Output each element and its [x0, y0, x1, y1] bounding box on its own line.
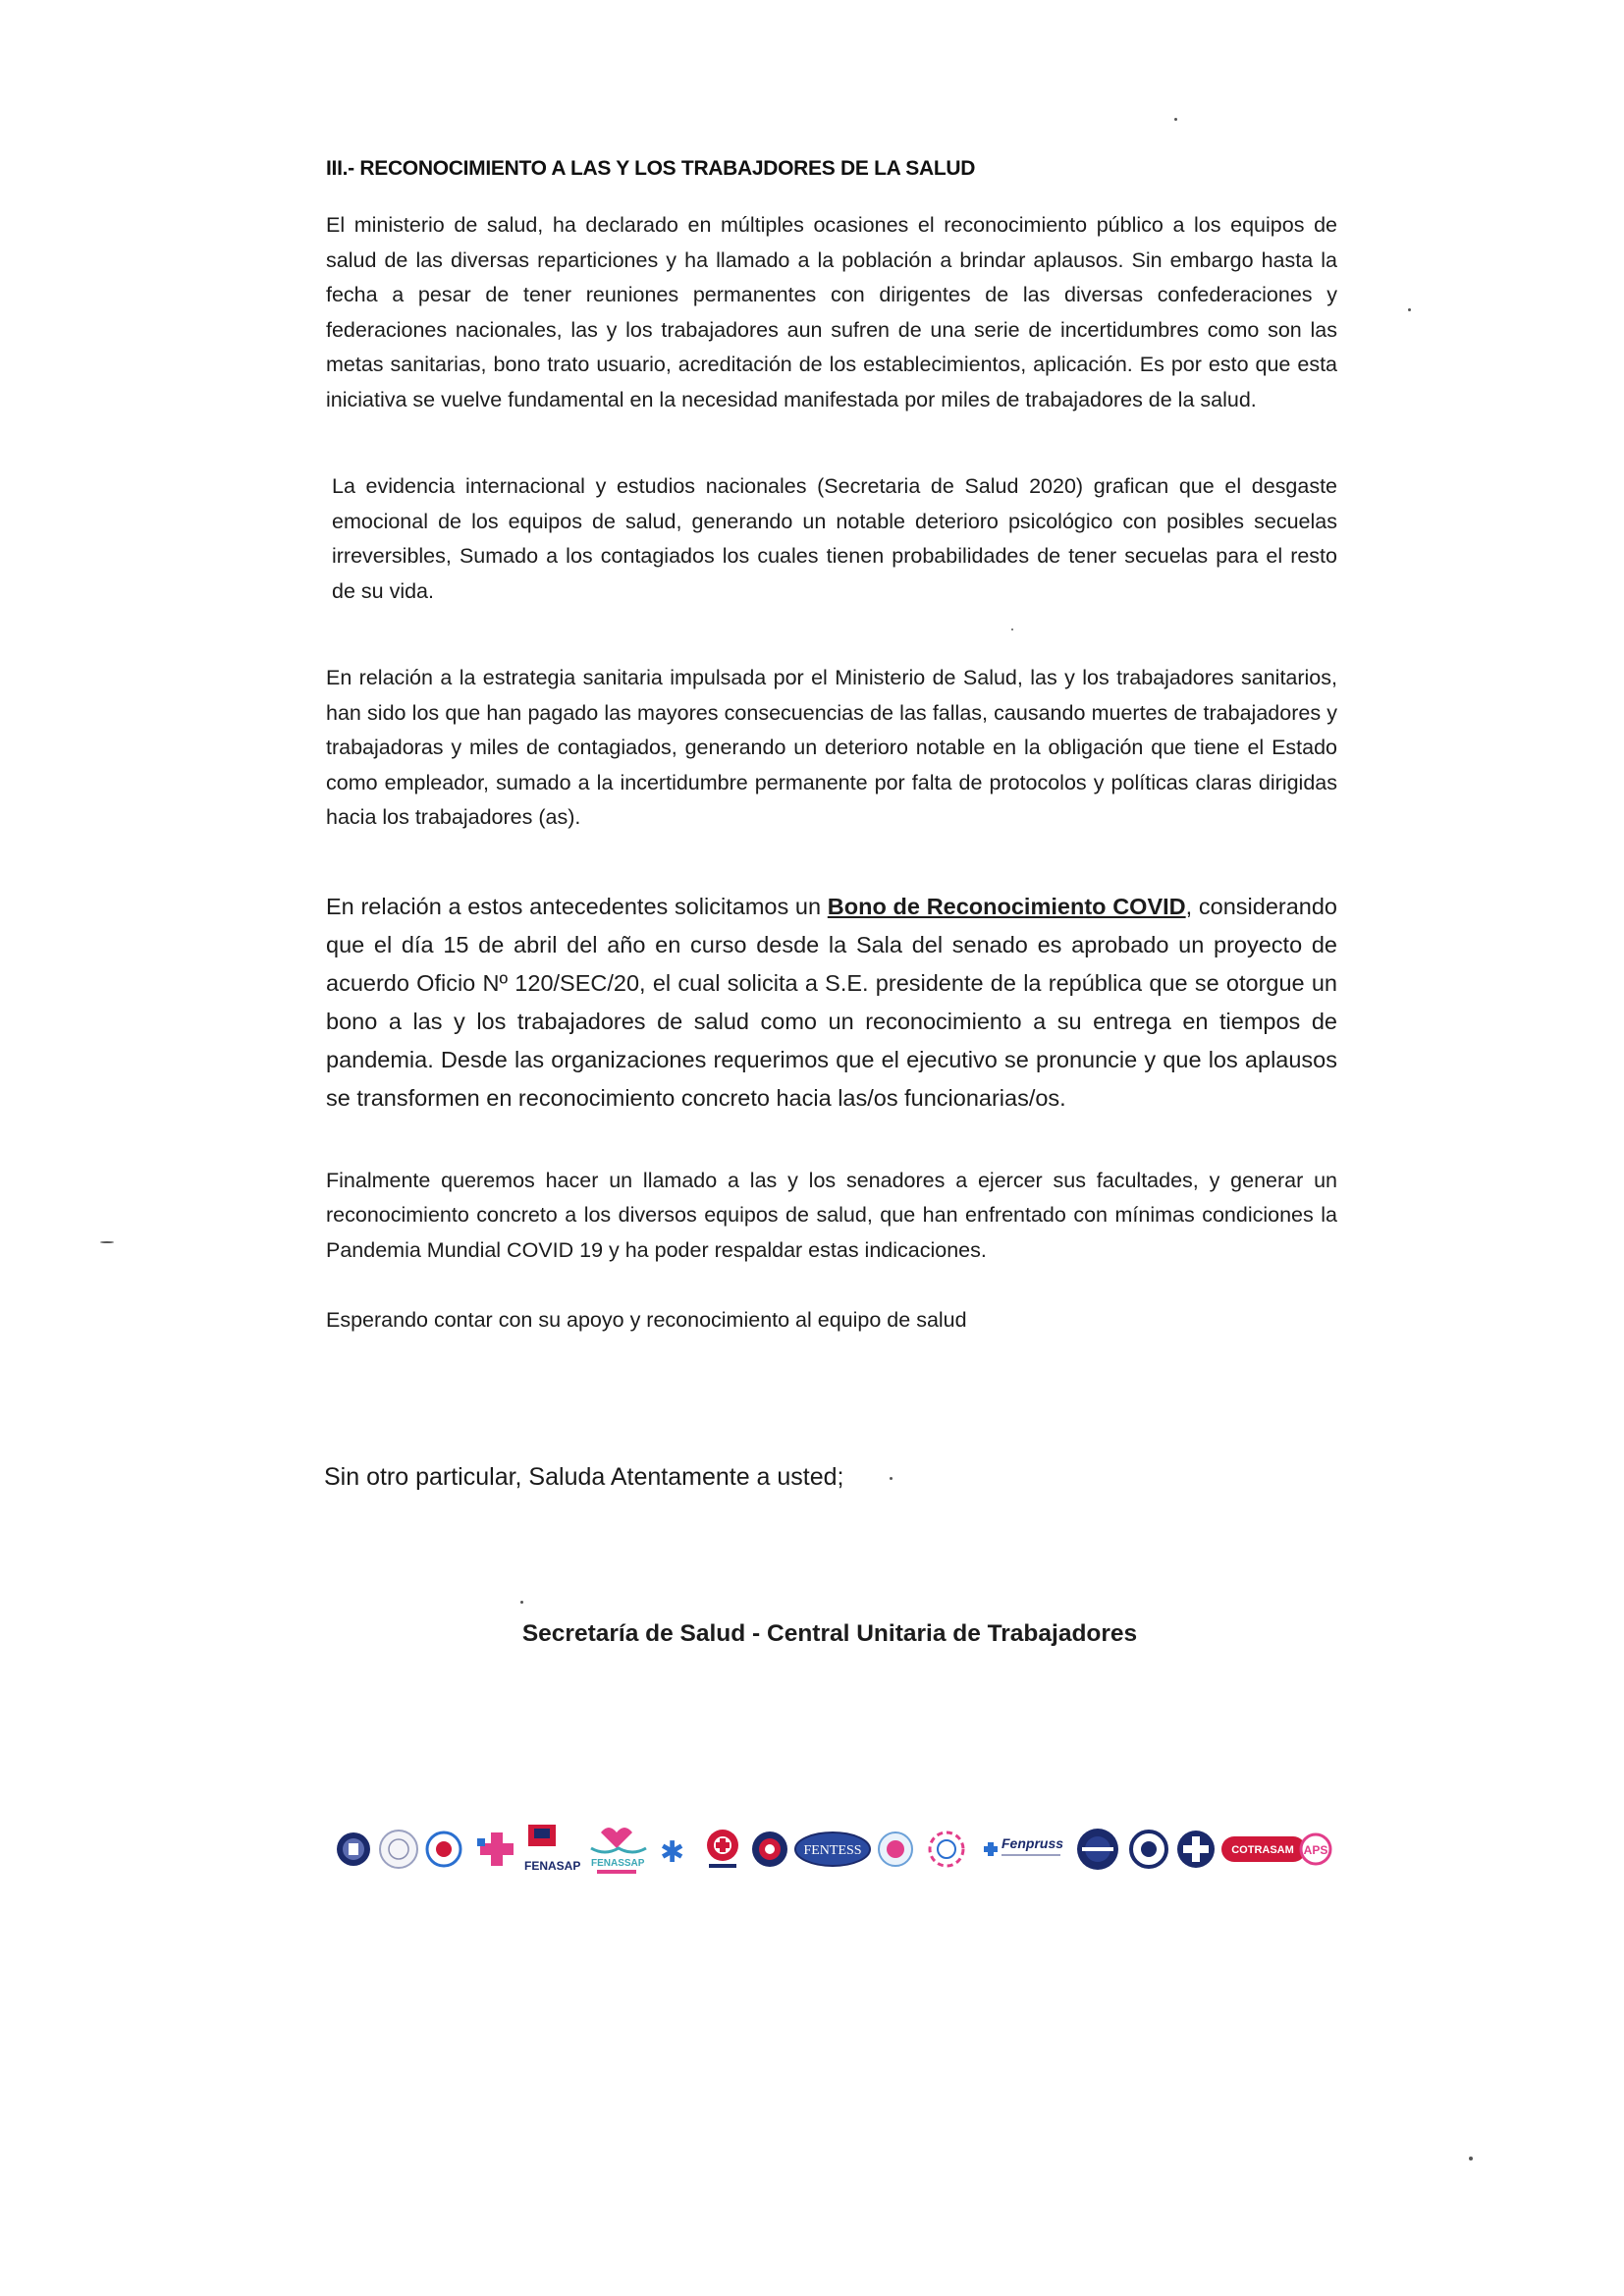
organization-logos-strip	[334, 1819, 1355, 1880]
paragraph-strategy: En relación a la estrategia sanitaria impulsada por el Ministerio de Salud, las y los trabajadores sanitarios, han sido los que han pagado las mayores consecuencias de las fallas, causando muertes de trabajadores y trabajadoras y miles de contagiados, generando un deterioro notable en la obligación que tiene el Estado como empleador, sumado a la incertidumbre permanente por falta de protocolos y políticas claras dirigidas hacia los trabajadores (as).	[326, 666, 1337, 829]
signature-line: Secretaría de Salud - Central Unitaria de Trabajadores	[521, 1620, 1138, 1647]
logo-15-seal	[1131, 1831, 1166, 1867]
logo-8-seal	[707, 1830, 738, 1868]
paragraph-final-call: Finalmente queremos hacer un llamado a las y los senadores a ejercer sus facultades, y generar un reconocimiento concreto a los diversos equipos de salud, que han enfrentado con mínimas condiciones la Pandemia Mundial COVID 19 y ha poder respaldar estas indicaciones.	[326, 1168, 1337, 1262]
scan-speck	[1011, 629, 1013, 630]
request-intro: En relación a estos antecedentes solicitamos un	[326, 893, 828, 919]
aps-label: APS	[1303, 1843, 1328, 1857]
svg-text:✱: ✱	[660, 1835, 685, 1870]
fenassap-label: FENASSAP	[591, 1858, 645, 1869]
logo-16-cross-seal	[1177, 1831, 1215, 1868]
logo-14-seal	[1077, 1829, 1118, 1870]
logo-10-fentess	[795, 1832, 870, 1866]
document-body	[326, 157, 1337, 1339]
scan-speck	[1174, 118, 1177, 121]
fentess-label: FENTESS	[803, 1843, 862, 1858]
paragraph-evidence: La evidencia internacional y estudios nacionales (Secretaria de Salud 2020) grafican que el desgaste emocional de los equipos de salud, generando un notable deterioro psicológico con posibles secuelas irreversibles, Sumado a los contagiados los cuales tienen probabilidades de tener secuelas para el resto de su vida.	[332, 474, 1337, 603]
paragraph-bono-request	[326, 888, 1337, 1118]
logo-5-fenasap	[524, 1825, 580, 1873]
paragraph-recognition: El ministerio de salud, ha declarado en múltiples ocasiones el reconocimiento público a los equipos de salud de las diversas reparticiones y ha llamado a la población a brindar aplausos. Sin embargo hasta la fecha a pesar de tener reuniones permanentes con dirigentes de las diversas confederaciones y federaciones nacionales, las y los trabajadores aun sufren de una serie de incertidumbres como son las metas sanitarias, bono trato usuario, acreditación de los establecimientos, aplicación. Es por esto que esta iniciativa se vuelve fundamental en la necesidad manifestada por miles de trabajadores de la salud.	[326, 213, 1337, 411]
logo-9-seal	[752, 1831, 787, 1867]
fenasap-label: FENASAP	[524, 1859, 581, 1873]
closing-salutation: Sin otro particular, Saluda Atentamente a usted;	[324, 1463, 844, 1491]
logo-4-red-cross	[477, 1832, 514, 1866]
logo-3-seal	[427, 1832, 460, 1866]
scan-speck	[100, 1241, 114, 1243]
scan-speck	[1408, 308, 1411, 311]
bono-title: Bono de Reconocimiento COVID	[827, 893, 1186, 919]
logo-11-seal	[879, 1832, 912, 1866]
scan-speck	[890, 1477, 893, 1480]
logo-2-seal	[380, 1831, 417, 1868]
logo-17-cotrasam-aps	[1221, 1834, 1330, 1864]
paragraph-support: Esperando contar con su apoyo y reconocimiento al equipo de salud	[326, 1308, 967, 1332]
logo-7-star-of-life	[660, 1835, 684, 1870]
section-heading: III.- RECONOCIMIENTO A LAS Y LOS TRABAJDORES DE LA SALUD	[326, 157, 976, 180]
scan-speck	[520, 1601, 523, 1604]
logo-12-figures-ring	[930, 1832, 963, 1866]
fenpruss-label: Fenpruss	[1001, 1835, 1064, 1851]
request-rest: , considerando que el día 15 de abril del año en curso desde la Sala del senado es aprobado un proyecto de acuerdo Oficio Nº 120/SEC/20, el cual solicita a S.E. presidente de la república que se otorgue un bono a las y los trabajadores de salud como un reconocimiento a su entrega en tiempos de pandemia. Desde las organizaciones requerimos que el ejecutivo se pronuncie y que los aplausos se transformen en reconocimiento concreto hacia las/os funcionarias/os.	[326, 893, 1337, 1111]
cotrasam-label: COTRASAM	[1231, 1844, 1294, 1856]
logo-6-fenassap	[591, 1828, 646, 1874]
logo-1-seal	[337, 1832, 370, 1866]
scan-speck	[1469, 2157, 1473, 2160]
logo-13-fenpruss	[984, 1835, 1063, 1856]
